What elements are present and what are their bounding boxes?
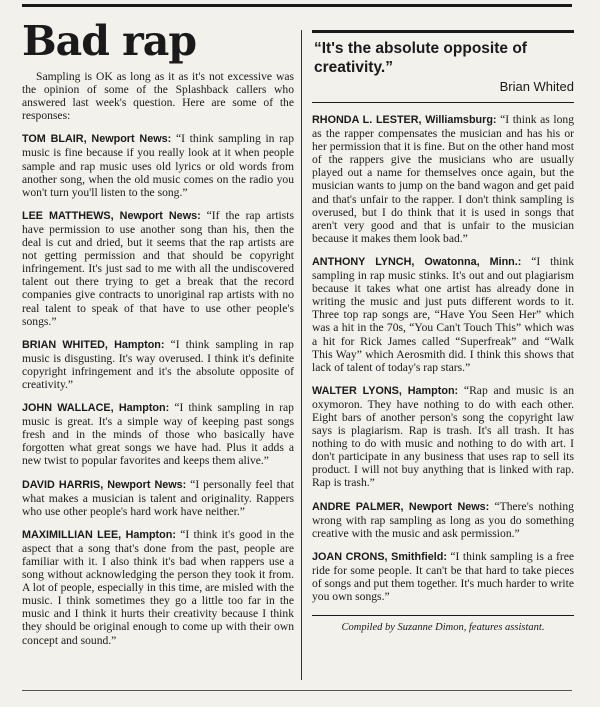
caller-quote: “I think sampling in rap music is disgusting. It's way overused. I think it's definite copyright infringement and it's the absolute opposite of creativity.” xyxy=(22,337,294,391)
pull-quote: “It's the absolute opposite of creativity.” xyxy=(314,40,527,76)
caller-response xyxy=(22,528,294,647)
headline: Bad rap xyxy=(22,17,196,65)
caller-response xyxy=(312,500,574,540)
caller-response xyxy=(22,132,294,198)
caller-name: TOM BLAIR, Newport News: xyxy=(22,133,172,146)
caller-response xyxy=(22,401,294,467)
right-column xyxy=(312,30,574,633)
caller-response xyxy=(312,550,574,603)
left-entries xyxy=(22,132,294,646)
left-column xyxy=(22,18,294,657)
credit-rule xyxy=(312,615,574,616)
caller-name: LEE MATTHEWS, Newport News: xyxy=(22,209,201,222)
pull-quote-top-rule xyxy=(312,30,574,33)
caller-response xyxy=(22,209,294,328)
caller-name: RHONDA L. LESTER, Williamsburg: xyxy=(312,114,497,126)
column-divider xyxy=(301,30,302,680)
caller-quote: “There's nothing wrong with rap sampling as long as you do something creative with the music and ask permission.” xyxy=(312,499,574,540)
pull-quote-attribution: Brian Whited xyxy=(499,79,574,94)
right-entries xyxy=(312,113,574,603)
caller-quote: “I think sampling is a free ride for some people. It can't be that hard to take pieces of songs and put them together. It's much harder to write you own songs.” xyxy=(312,549,574,604)
caller-quote: “I think sampling in rap music is fine because if you really look at it when people sample and rap music uses old lyrics or old words from another song, when the old music comes on the radio you won't turn you'll listen to the song.” xyxy=(22,132,294,199)
caller-response xyxy=(312,113,574,245)
caller-name: ANDRE PALMER, Newport News: xyxy=(312,500,490,513)
caller-name: JOHN WALLACE, Hampton: xyxy=(22,402,170,415)
caller-quote: “If the rap artists have permission to use another song than his, then the deal is cut and dried, but it seems that the rap artists are not getting permission and that should be copyright infringement. It's just sad to me with all the undiscovered talent out there trying to get a break that the record companies give contracts to unoriginal rap artists with no real talent to speak of that have to use other people's songs.” xyxy=(22,208,295,328)
pull-quote-bottom-rule xyxy=(312,102,574,103)
caller-response xyxy=(312,255,574,374)
caller-response xyxy=(312,384,574,490)
top-rule xyxy=(22,4,572,7)
caller-name: WALTER LYONS, Hampton: xyxy=(312,384,459,397)
caller-name: ANTHONY LYNCH, Owatonna, Minn.: xyxy=(312,255,522,268)
caller-quote: “Rap and music is an oxymoron. They have nothing to do with each other. Eight bars of another person's song the copyright law says is plagiarism. Rap is trash. It's all trash. It has nothing to do with music and nothing to do with art. I don't participate in any business that uses rap to sell its product. I will not buy anything that is linked with rap. Rap is trash.” xyxy=(312,383,574,490)
caller-name: JOAN CRONS, Smithfield: xyxy=(312,550,447,563)
caller-quote: “I think as long as the rapper compensates the musician and has his or her permission that it is fine. But on the other hand most of the rappers give the musicians who are usually played out a name for themselves once again, but the musician wants to jump on the band wagon and get paid and that's unfair to the rapper. I don't think sampling is overused, but I do think that it is used in songs that aren't very good and that is unfair to the musician because it makes them look bad.” xyxy=(312,113,574,245)
caller-quote: “I personally feel that what makes a musician is talent and originality. Rappers who use other people's hard work have neither.” xyxy=(22,477,295,518)
intro-paragraph: Sampling is OK as long as it as it's not excessive was the opinion of some of the Splashback callers who answered last week's question. Here are some of the responses: xyxy=(22,70,294,123)
caller-response xyxy=(22,478,294,518)
caller-response xyxy=(22,338,294,391)
caller-name: BRIAN WHITED, Hampton: xyxy=(22,338,165,351)
caller-name: MAXIMILLIAN LEE, Hampton: xyxy=(22,528,176,541)
caller-quote: “I think it's good in the aspect that a song that's done from the past, people are familiar with it. I also think it's bad when rappers use a song without acknowledging the person they took it from. A lot of people, especially in this time, are misled with the music. I think sometimes they go a little too far in the music and I think it hurts their creativity because I think they should be original enough to come up with their own concept and sound.” xyxy=(22,527,294,647)
caller-name: DAVID HARRIS, Newport News: xyxy=(22,478,187,491)
credit-line: Compiled by Suzanne Dimon, features assistant. xyxy=(341,622,545,634)
caller-quote: “I think sampling in rap music stinks. It's out and out plagiarism because it takes what one artist has already done in writing the music and just puts different words to it. Three top rap songs are, “Have You Seen Her” which was a hit in the 70s, “You Can't Touch This” which was a hit for Rick James called “Superfreak” and “Walk This Way” which Aerosmith did. I think this shows that lack of talent of today's rap stars.” xyxy=(312,254,574,374)
caller-quote: “I think sampling in rap music is great. It's a simple way of keeping past songs fresh and in the minds of those who basically have forgotten what great songs we have had. Plus it adds a new twist to popular favorites and keeps them alive.” xyxy=(22,401,294,468)
bottom-rule xyxy=(22,690,572,691)
